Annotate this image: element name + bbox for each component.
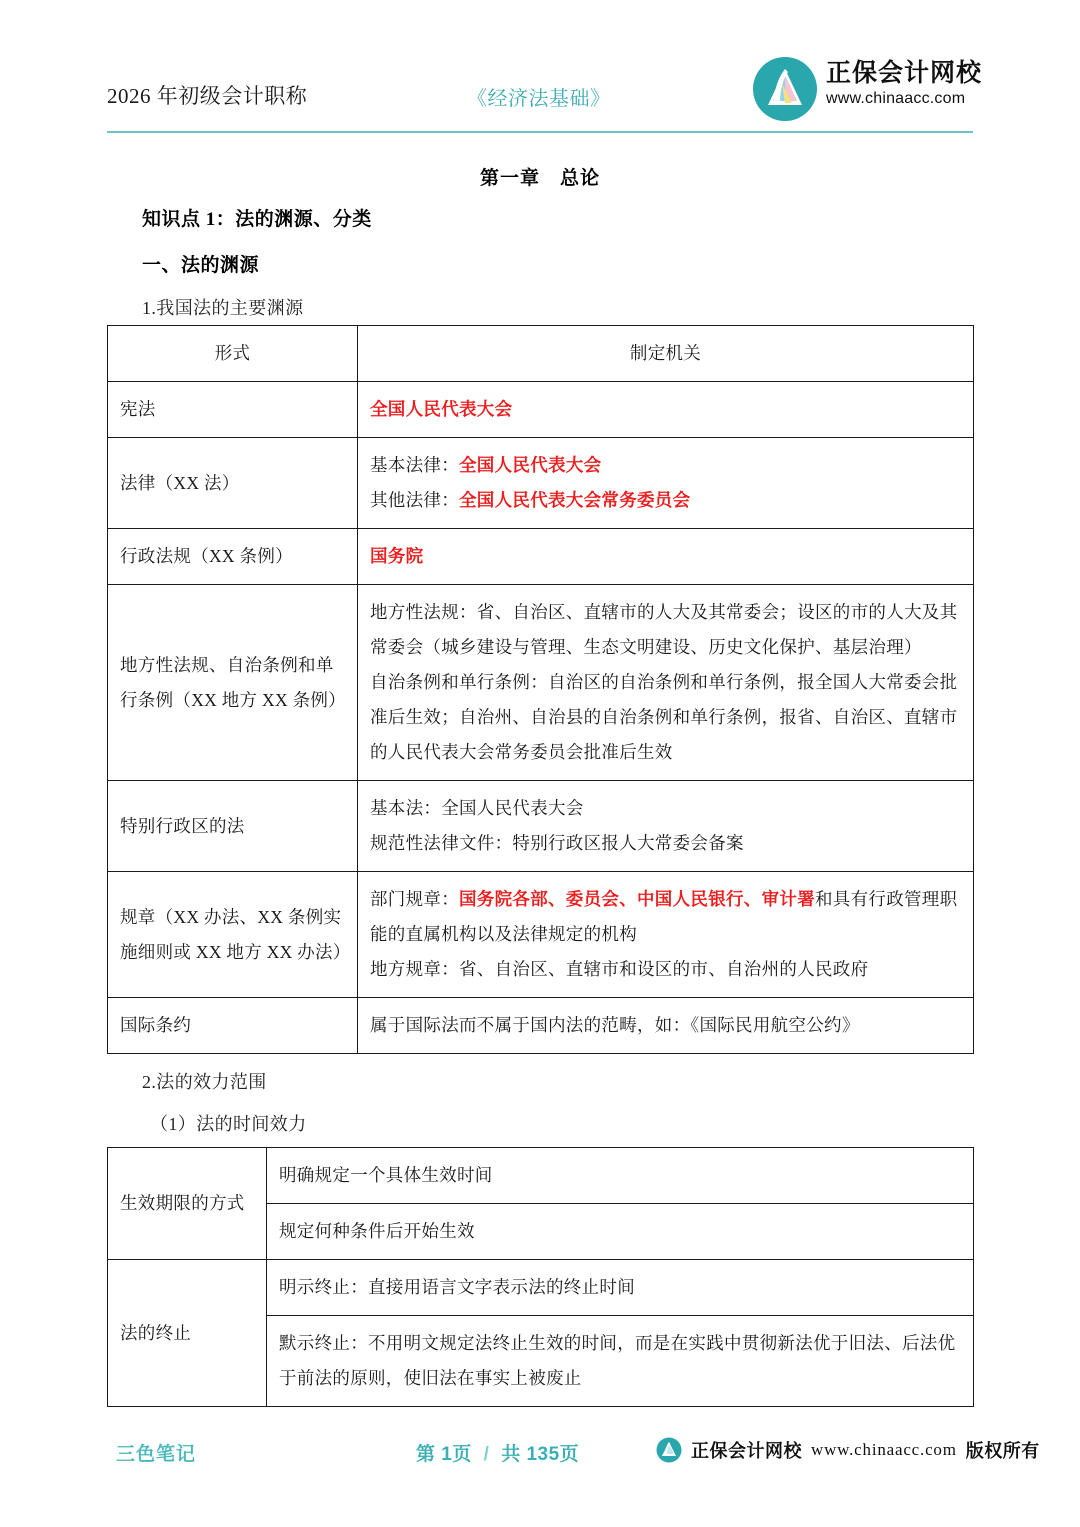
- plain-text: 部门规章：: [370, 889, 459, 909]
- cell-group-item: 默示终止：不用明文规定法终止生效的时间，而是在实践中贯彻新法优于旧法、后法优于前法的原则，使旧法在事实上被废止: [267, 1316, 974, 1407]
- knowledge-point-title: 知识点 1：法的渊源、分类: [142, 209, 372, 230]
- column-header-form: 形式: [108, 326, 358, 382]
- cell-authority: [358, 585, 974, 781]
- brand-logo-text: [826, 58, 983, 110]
- footer-page-separator: /: [483, 1444, 490, 1465]
- table-law-sources-body: [108, 326, 974, 1054]
- highlighted-text: 国务院: [370, 546, 424, 566]
- cell-line: [370, 791, 961, 826]
- plain-text: 属于国际法而不属于国内法的范畴，如：《国际民用航空公约》: [370, 1015, 860, 1035]
- page-header: [107, 52, 983, 134]
- brand-logo: [752, 52, 983, 130]
- cell-line: [370, 1008, 961, 1043]
- chinaacc-footer-logo-icon: [656, 1437, 682, 1463]
- footer-pagination: [416, 1439, 579, 1466]
- page-footer: [0, 1436, 1080, 1476]
- cell-authority: [358, 529, 974, 585]
- brand-name: 正保会计网校: [826, 59, 983, 87]
- footer-brand-url: www.chinaacc.com: [811, 1440, 957, 1459]
- cell-form: 特别行政区的法: [108, 781, 358, 872]
- table-row: [108, 382, 974, 438]
- highlighted-text: 国务院各部、委员会、中国人民银行、审计署: [459, 889, 815, 909]
- table-row: [108, 1260, 974, 1316]
- table-row: [108, 529, 974, 585]
- footer-page-total: 共 135页: [501, 1444, 580, 1465]
- chapter-title: 第一章 总论: [479, 168, 600, 189]
- table-row: [108, 438, 974, 529]
- cell-line: [370, 595, 961, 665]
- plain-text: 和具有行政管理职能的直属机构以及法律规定的机构: [370, 889, 958, 944]
- header-exam-title: 2026 年初级会计职称: [107, 84, 308, 108]
- plain-text: 规范性法律文件：特别行政区报人大常委会备案: [370, 833, 744, 853]
- cell-form: 国际条约: [108, 998, 358, 1054]
- table-law-sources: [107, 325, 974, 1054]
- cell-line: [370, 392, 961, 427]
- cell-form: 行政法规（XX 条例）: [108, 529, 358, 585]
- table-time-validity: [107, 1147, 974, 1407]
- cell-line: [370, 483, 961, 518]
- cell-group-item: 规定何种条件后开始生效: [267, 1204, 974, 1260]
- subheading-sources: 1.我国法的主要渊源: [142, 298, 304, 318]
- cell-authority: [358, 382, 974, 438]
- plain-text: 基本法律：: [370, 455, 459, 475]
- cell-authority: [358, 438, 974, 529]
- cell-group-label: 法的终止: [108, 1260, 267, 1407]
- table-row: [108, 872, 974, 998]
- cell-form: 法律（XX 法）: [108, 438, 358, 529]
- plain-text: 自治条例和单行条例：自治区的自治条例和单行条例，报全国人大常委会批准后生效；自治州、自治县的自治条例和单行条例，报省、自治区、直辖市的人民代表大会常务委员会批准后生效: [370, 672, 958, 762]
- subheading-time-validity: （1）法的时间效力: [150, 1114, 307, 1134]
- cell-line: [370, 826, 961, 861]
- section-title: 一、法的渊源: [142, 255, 260, 276]
- header-divider: [107, 131, 973, 133]
- cell-group-label: 生效期限的方式: [108, 1148, 267, 1260]
- footer-note-label: 三色笔记: [116, 1444, 197, 1465]
- cell-group-item: 明示终止：直接用语言文字表示法的终止时间: [267, 1260, 974, 1316]
- table-time-validity-body: [108, 1148, 974, 1407]
- cell-authority: [358, 781, 974, 872]
- cell-line: [370, 448, 961, 483]
- cell-form: 规章（XX 办法、XX 条例实施细则或 XX 地方 XX 办法）: [108, 872, 358, 998]
- plain-text: 其他法律：: [370, 490, 459, 510]
- table-header-row: [108, 326, 974, 382]
- cell-authority: [358, 872, 974, 998]
- footer-copyright: [656, 1437, 1040, 1465]
- highlighted-text: 全国人民代表大会: [370, 399, 513, 419]
- cell-group-item: 明确规定一个具体生效时间: [267, 1148, 974, 1204]
- cell-form: 宪法: [108, 382, 358, 438]
- table-row: [108, 585, 974, 781]
- highlighted-text: 全国人民代表大会常务委员会: [459, 490, 691, 510]
- table-row: [108, 998, 974, 1054]
- column-header-authority: 制定机关: [358, 326, 974, 382]
- table-row: [108, 1148, 974, 1204]
- plain-text: 地方规章：省、自治区、直辖市和设区的市、自治州的人民政府: [370, 959, 869, 979]
- cell-line: [370, 882, 961, 952]
- footer-rights-text: 版权所有: [965, 1441, 1040, 1461]
- brand-url: www.chinaacc.com: [826, 90, 966, 107]
- cell-line: [370, 665, 961, 770]
- highlighted-text: 全国人民代表大会: [459, 455, 602, 475]
- cell-line: [370, 539, 961, 574]
- subheading-validity-scope: 2.法的效力范围: [142, 1072, 267, 1092]
- footer-brand-name: 正保会计网校: [691, 1441, 802, 1461]
- cell-authority: [358, 998, 974, 1054]
- header-subject-title: 《经济法基础》: [467, 88, 611, 110]
- plain-text: 地方性法规：省、自治区、直辖市的人大及其常委会；设区的市的人大及其常委会（城乡建设与管理、生态文明建设、历史文化保护、基层治理）: [370, 602, 958, 657]
- plain-text: 基本法：全国人民代表大会: [370, 798, 584, 818]
- cell-form: 地方性法规、自治条例和单行条例（XX 地方 XX 条例）: [108, 585, 358, 781]
- footer-page-current: 第 1页: [416, 1444, 472, 1465]
- chinaacc-logo-icon: [752, 56, 818, 122]
- table-row: [108, 781, 974, 872]
- cell-line: [370, 952, 961, 987]
